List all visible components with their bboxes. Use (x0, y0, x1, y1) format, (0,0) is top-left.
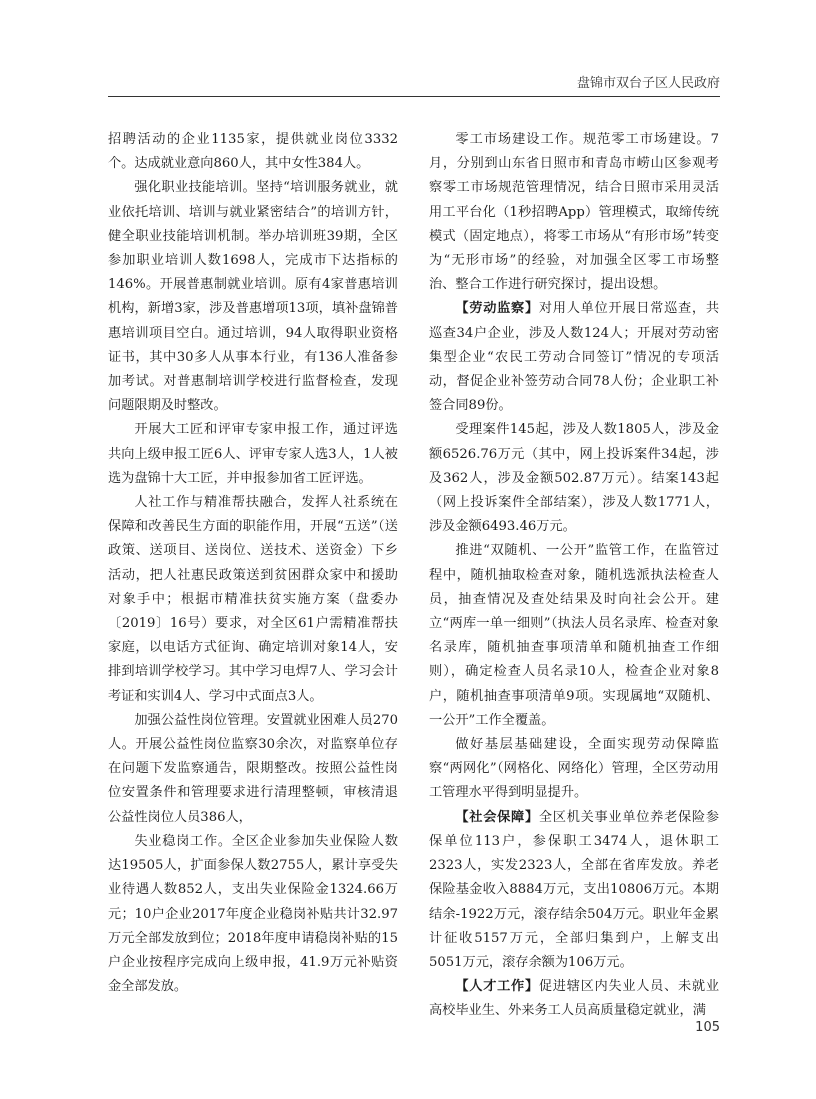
paragraph: 零工市场建设工作。规范零工市场建设。7月，分别到山东省日照市和青岛市崂山区参观考察零工市场规范管理情况，结合日照市采用灵活用工平台化（1秒招聘App）管理模式，取缔传统模式（固定地点），将零工市场从“有形市场”转变为“无形市场”的经验，对加强全区零工市场整治、整合工作进行研究探讨，提出设想。 (429, 132, 719, 293)
left-column (108, 128, 398, 999)
paragraph: 推进“双随机、一公开”监管工作，在监管过程中，随机抽取检查对象，随机选派执法检查人员，抽查情况及查处结果及时向社会公开。建立“两库一单一细则”（执法人员名录库、检查对象名录库，随机抽查事项清单和随机抽查工作细则），确定检查人员名录10人，检查企业对象8户，随机抽查事项清单9项。实现属地“双随机、一公开”工作全覆盖。 (429, 543, 719, 728)
running-header: 盘锦市双台子区人民政府 (576, 76, 720, 91)
paragraph: 做好基层基础建设，全面实现劳动保障监察“两网化”（网格化、网络化）管理，全区劳动用工管理水平得到明显提升。 (429, 737, 719, 801)
section-tag-talent-work: 【人才工作】 (455, 979, 539, 995)
paragraph-text: 对用人单位开展日常巡查，共巡查34户企业，涉及人数124人；开展对劳动密集型企业“农民工劳动合同签订”情况的专项活动，督促企业补签劳动合同78人份；企业职工补签合同89份。 (429, 301, 720, 414)
paragraph-text: 全区机关事业单位养老保险参保单位113户，参保职工3474人，退休职工2323人，实发2323人，全部在省库发放。养老保险基金收入8884万元，支出10806万元。本期结余-1922万元，滚存结余504万元。职业年金累计征收5157万元，全部归集到户，上解支出5051万元，滚存余额为106万元。 (429, 809, 720, 970)
paragraph: 人社工作与精准帮扶融合，发挥人社系统在保障和改善民生方面的职能作用，开展“五送”（送政策、送项目、送岗位、送技术、送资金）下乡活动，把人社惠民政策送到贫困群众家中和援助对象手中；根据市精准扶贫实施方案（盘委办〔2019〕16号）要求，对全区61户需精准帮扶家庭，以电话方式征询、确定培训对象14人，安排到培训学校学习。其中学习电焊7人、学习会计考证和实训4人、学习中式面点3人。 (108, 495, 398, 704)
section-tag-social-security: 【社会保障】 (455, 809, 539, 825)
right-column (429, 128, 719, 1024)
section-paragraph-talent-work (429, 975, 719, 1023)
paragraph: 失业稳岗工作。全区企业参加失业保险人数达19505人，扩面参保人数2755人，累计享受失业待遇人数852人，支出失业保险金1324.66万元；10户企业2017年度企业稳岗补贴共计32.97万元全部发放到位；2018年度申请稳岗补贴的15户企业按程序完成向上级申报，41.9万元补贴资金全部发放。 (108, 833, 398, 995)
paragraph: 招聘活动的企业1135家，提供就业岗位3332个。达成就业意向860人，其中女性384人。 (108, 132, 398, 172)
paragraph-text: 促进辖区内失业人员、未就业高校毕业生、外来务工人员高质量稳定就业，满 (429, 979, 720, 1019)
header-rule (108, 96, 720, 97)
section-paragraph-social-security (429, 806, 719, 975)
paragraph: 开展大工匠和评审专家申报工作，通过评选共向上级申报工匠6人、评审专家人选3人，1人被选为盘锦十大工匠，并申报参加省工匠评选。 (108, 422, 398, 486)
paragraph: 加强公益性岗位管理。安置就业困难人员270人。开展公益性岗位监察30余次，对监察单位存在问题下发监察通告，限期整改。按照公益性岗位安置条件和管理要求进行清理整顿，审核清退公益性岗位人员386人， (108, 712, 398, 825)
paragraph: 强化职业技能培训。坚持“培训服务就业，就业依托培训、培训与就业紧密结合”的培训方针，健全职业技能培训机制。举办培训班39期，全区参加职业培训人数1698人，完成市下达指标的146%。开展普惠制就业培训。原有4家普惠培训机构，新增3家，涉及普惠增项13项，填补盘锦普惠培训项目空白。通过培训，94人取得职业资格证书，其中30多人从事本行业，有136人准备参加考试。对普惠制培训学校进行监督检查，发现问题限期及时整改。 (108, 180, 398, 414)
paragraph: 受理案件145起，涉及人数1805人，涉及金额6526.76万元（其中，网上投诉案件34起，涉及362人，涉及金额502.87万元）。结案143起（网上投诉案件全部结案），涉及人数1771人，涉及金额6493.46万元。 (429, 422, 719, 535)
page-number: 105 (695, 1020, 720, 1035)
section-paragraph-labor-inspection (429, 297, 719, 418)
section-tag-labor-inspection: 【劳动监察】 (455, 301, 539, 317)
